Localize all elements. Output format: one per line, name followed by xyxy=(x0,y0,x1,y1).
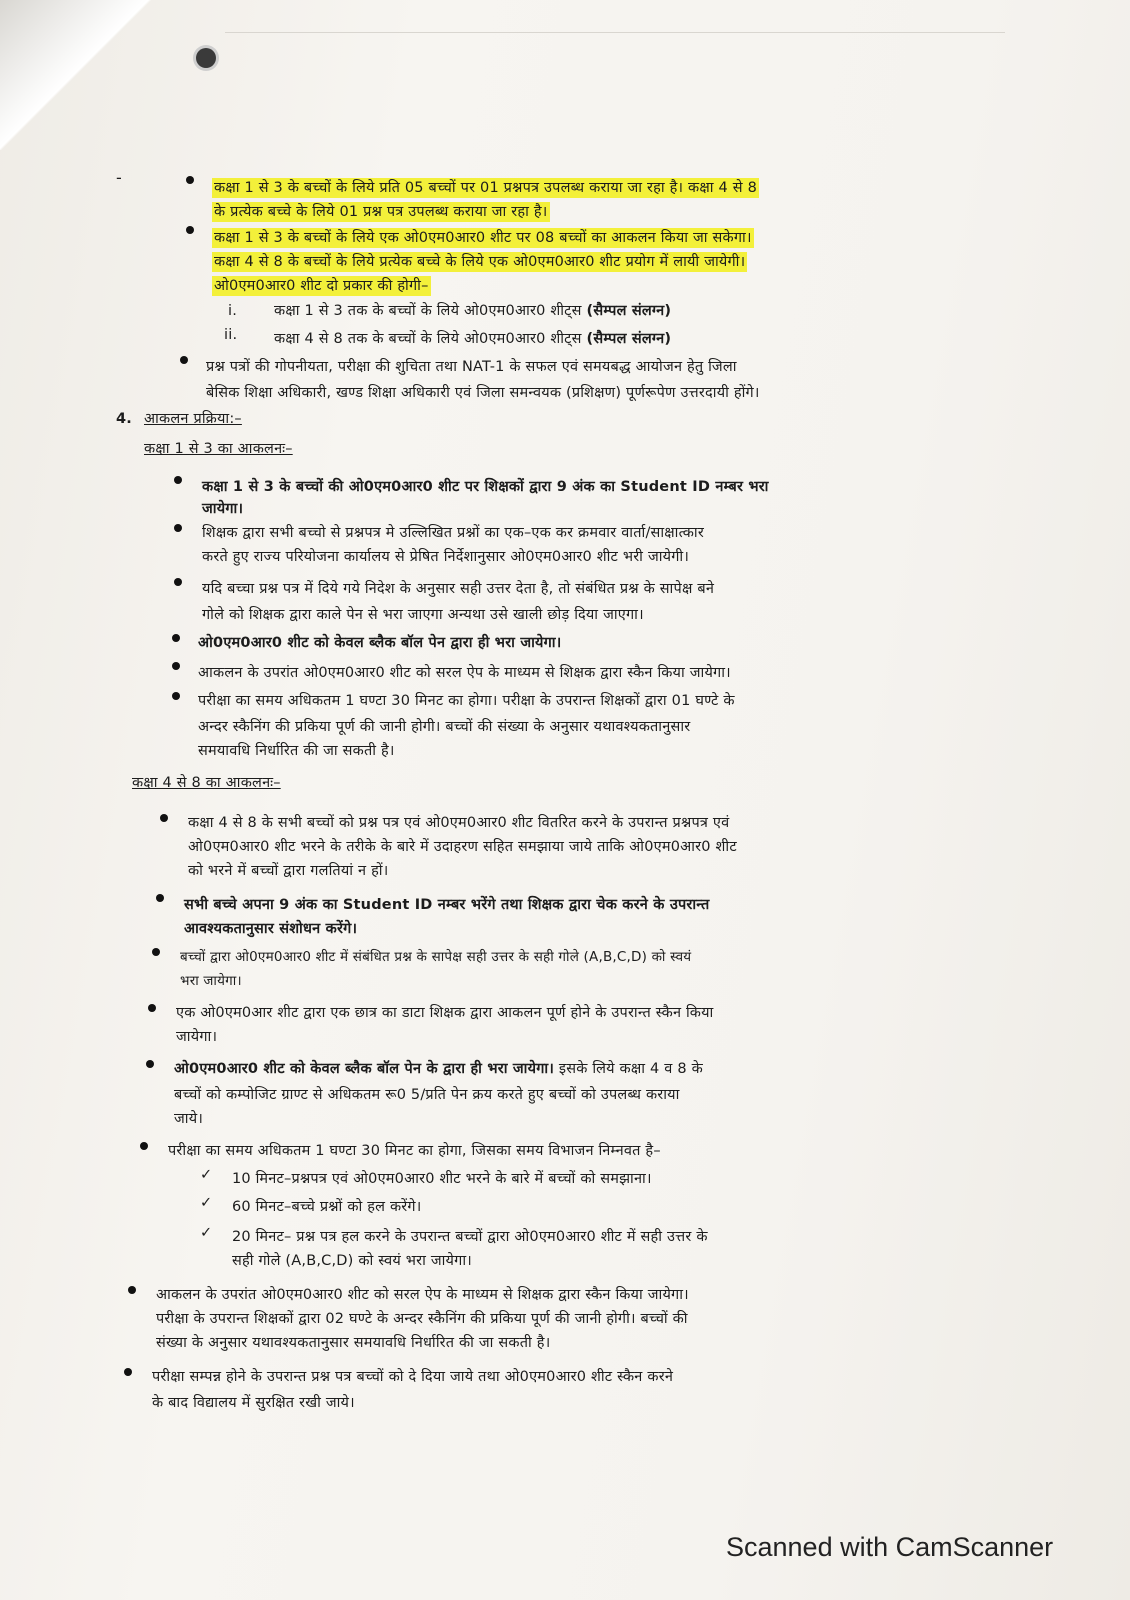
subsection-title: कक्षा 4 से 8 का आकलनः– xyxy=(132,775,281,791)
bullet-icon xyxy=(186,226,194,234)
text-line: परीक्षा सम्पन्न होने के उपरान्त प्रश्न पत्र बच्चों को दे दिया जाये तथा ओ0एम0आर0 शीट स्कैन करने xyxy=(152,1369,674,1385)
bullet-icon xyxy=(124,1368,132,1376)
text-line: 10 मिनट–प्रश्नपत्र एवं ओ0एम0आर0 शीट भरने के बारे में बच्चों को समझाना। xyxy=(232,1171,652,1187)
bullet-icon xyxy=(174,524,182,532)
section-number: 4. xyxy=(116,411,132,427)
camscanner-watermark: Scanned with CamScanner xyxy=(726,1532,1054,1562)
text-line: संख्या के अनुसार यथावश्यकतानुसार समयावधि निर्धारित की जा सकती है। xyxy=(156,1335,551,1351)
bullet-icon xyxy=(172,662,180,670)
bullet-icon xyxy=(172,634,180,642)
text-line: 20 मिनट– प्रश्न पत्र हल करने के उपरान्त बच्चों द्वारा ओ0एम0आर0 शीट में सही उत्तर के xyxy=(232,1229,708,1245)
bullet-icon xyxy=(174,578,182,586)
list-item-bold: (सैम्पल संलग्न) xyxy=(586,303,672,319)
text-line: कक्षा 4 से 8 के बच्चों के लिये प्रत्येक बच्चे के लिये एक ओ0एम0आर0 शीट प्रयोग में लायी जायेगी। xyxy=(214,254,746,270)
text-line: जायेगा। xyxy=(202,501,244,517)
page-fold-corner xyxy=(0,0,180,150)
text-line: कक्षा 1 से 3 के बच्चों की ओ0एम0आर0 शीट पर शिक्षकों द्वारा 9 अंक का Student ID नम्बर भरा xyxy=(202,479,769,495)
text-line: कक्षा 4 से 8 के सभी बच्चों को प्रश्न पत्र एवं ओ0एम0आर0 शीट वितरित करने के उपरान्त प्रश्नपत्र एवं xyxy=(188,815,730,831)
text-line: 60 मिनट–बच्चे प्रश्नों को हल करेंगे। xyxy=(232,1199,422,1215)
text-line: कक्षा 1 से 3 के बच्चों के लिये एक ओ0एम0आर0 शीट पर 08 बच्चों का आकलन किया जा सकेगा। xyxy=(214,230,752,246)
text-line: को भरने में बच्चों द्वारा गलतियां न हों। xyxy=(188,863,389,879)
check-icon: ✓ xyxy=(200,1167,213,1183)
text-line: करते हुए राज्य परियोजना कार्यालय से प्रेषित निर्देशानुसार ओ0एम0आर0 शीट भरी जायेगी। xyxy=(202,549,690,565)
text-line: आवश्यकतानुसार संशोधन करेंगे। xyxy=(184,921,358,937)
text-line: आकलन के उपरांत ओ0एम0आर0 शीट को सरल ऐप के माध्यम से शिक्षक द्वारा स्कैन किया जायेगा। xyxy=(156,1287,689,1303)
bullet-icon xyxy=(174,476,182,484)
bullet-icon xyxy=(152,948,160,956)
bullet-icon xyxy=(180,356,188,364)
text-line: अन्दर स्कैनिंग की प्रकिया पूर्ण की जानी होगी। बच्चों की संख्या के अनुसार यथावश्यकतानुसार xyxy=(198,719,691,735)
text-line: के बाद विद्यालय में सुरक्षित रखी जाये। xyxy=(152,1395,355,1411)
punch-hole xyxy=(196,48,216,68)
margin-mark: - xyxy=(116,168,122,187)
list-item-text: कक्षा 1 से 3 तक के बच्चों के लिये ओ0एम0आर0 शीट्स xyxy=(274,303,582,319)
bullet-icon xyxy=(128,1286,136,1294)
text-line: सही गोले (A,B,C,D) को स्वयं भरा जायेगा। xyxy=(232,1253,472,1269)
text-line: ओ0एम0आर0 शीट दो प्रकार की होगी– xyxy=(214,278,429,294)
subsection-title: कक्षा 1 से 3 का आकलनः– xyxy=(144,441,293,457)
text-line: बच्चों द्वारा ओ0एम0आर0 शीट में संबंधित प्रश्न के सापेक्ष सही उत्तर के सही गोले (A,B,C,D) को स्वयं xyxy=(180,949,692,965)
bullet-icon xyxy=(160,814,168,822)
text-line: परीक्षा का समय अधिकतम 1 घण्टा 30 मिनट का होगा, जिसका समय विभाजन निम्नवत है– xyxy=(168,1143,661,1159)
text-line: के प्रत्येक बच्चे के लिये 01 प्रश्न पत्र उपलब्ध कराया जा रहा है। xyxy=(214,204,548,220)
text-bold: ओ0एम0आर0 शीट को केवल ब्लैक बॉल पेन के द्वारा ही भरा जायेगा। xyxy=(174,1061,555,1077)
roman-numeral: ii. xyxy=(224,327,238,343)
text-line: आकलन के उपरांत ओ0एम0आर0 शीट को सरल ऐप के माध्यम से शिक्षक द्वारा स्कैन किया जायेगा। xyxy=(198,665,731,681)
section-title: आकलन प्रक्रिया:– xyxy=(144,411,242,427)
list-item-text: कक्षा 4 से 8 तक के बच्चों के लिये ओ0एम0आर0 शीट्स xyxy=(274,331,582,347)
bullet-icon xyxy=(156,894,164,902)
bullet-icon xyxy=(146,1060,154,1068)
text-line: यदि बच्चा प्रश्न पत्र में दिये गये निदेश के अनुसार सही उत्तर देता है, तो संबंधित प्रश्न के सापेक्ष बने xyxy=(202,581,715,597)
text-line: समयावधि निर्धारित की जा सकती है। xyxy=(198,743,395,759)
text-line: ओ0एम0आर0 शीट भरने के तरीके के बारे में उदाहरण सहित समझाया जाये ताकि ओ0एम0आर0 शीट xyxy=(188,839,737,855)
list-item-bold: (सैम्पल संलग्न) xyxy=(586,331,672,347)
top-edge-line xyxy=(225,32,1005,33)
list-item xyxy=(274,302,671,320)
text-line: शिक्षक द्वारा सभी बच्चो से प्रश्नपत्र मे उल्लिखित प्रश्नों का एक–एक कर क्रमवार वार्ता/साक्षात्कार xyxy=(202,525,704,541)
bullet-icon xyxy=(140,1142,148,1150)
bullet-icon xyxy=(148,1004,156,1012)
text-line: जायेगा। xyxy=(176,1029,218,1045)
text-line xyxy=(174,1060,703,1078)
check-icon: ✓ xyxy=(200,1225,213,1241)
text-line: परीक्षा का समय अधिकतम 1 घण्टा 30 मिनट का होगा। परीक्षा के उपरान्त शिक्षकों द्वारा 01 घण्टे के xyxy=(198,693,735,709)
text-line: एक ओ0एम0आर शीट द्वारा एक छात्र का डाटा शिक्षक द्वारा आकलन पूर्ण होने के उपरान्त स्कैन किया xyxy=(176,1005,714,1021)
text-line: भरा जायेगा। xyxy=(180,973,242,989)
text-rest: इसके लिये कक्षा 4 व 8 के xyxy=(554,1061,703,1077)
text-line: बेसिक शिक्षा अधिकारी, खण्ड शिक्षा अधिकारी एवं जिला समन्वयक (प्रशिक्षण) पूर्णरूपेण उत्तरदायी होंगे। xyxy=(206,385,760,401)
text-line: ओ0एम0आर0 शीट को केवल ब्लैक बॉल पेन द्वारा ही भरा जायेगा। xyxy=(198,635,562,651)
text-line: प्रश्न पत्रों की गोपनीयता, परीक्षा की शुचिता तथा NAT-1 के सफल एवं समयबद्ध आयोजन हेतु जिला xyxy=(206,359,737,375)
text-line: सभी बच्चे अपना 9 अंक का Student ID नम्बर भरेंगे तथा शिक्षक द्वारा चेक करने के उपरान्त xyxy=(184,897,710,913)
text-line: जाये। xyxy=(174,1111,204,1127)
text-line: गोले को शिक्षक द्वारा काले पेन से भरा जाएगा अन्यथा उसे खाली छोड़ दिया जाएगा। xyxy=(202,607,644,623)
roman-numeral: i. xyxy=(228,303,238,319)
text-line: बच्चों को कम्पोजिट ग्राण्ट से अधिकतम रू0 5/प्रति पेन क्रय करते हुए बच्चों को उपलब्ध कराया xyxy=(174,1087,680,1103)
list-item xyxy=(274,330,671,348)
bullet-icon xyxy=(172,692,180,700)
text-line: कक्षा 1 से 3 के बच्चों के लिये प्रति 05 बच्चों पर 01 प्रश्नपत्र उपलब्ध कराया जा रहा है। कक्षा 4 से 8 xyxy=(214,180,758,196)
text-line: परीक्षा के उपरान्त शिक्षकों द्वारा 02 घण्टे के अन्दर स्कैनिंग की प्रकिया पूर्ण की जानी होगी। बच्चों की xyxy=(156,1311,688,1327)
bullet-icon xyxy=(186,176,194,184)
check-icon: ✓ xyxy=(200,1195,213,1211)
